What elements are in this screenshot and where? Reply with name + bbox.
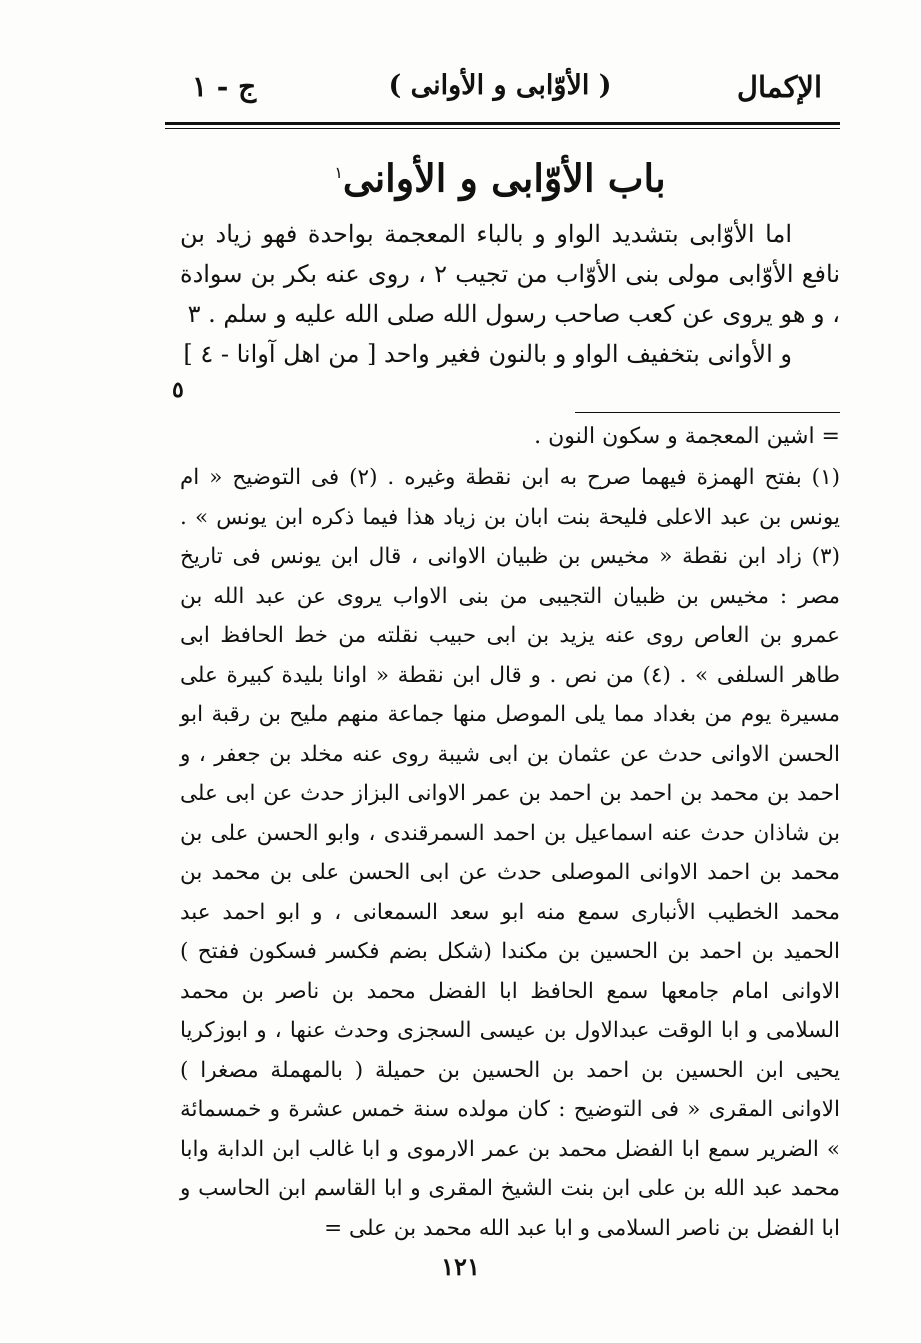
footnotes [180,458,840,1248]
main-paragraph-2: و الأوانى بتخفيف الواو و بالنون فغير واحد [ من اهل آوانا - ٤ ] [183,340,792,368]
page-number: ١٢١ [441,1252,480,1281]
header-rule-thick [165,122,840,125]
chapter-title [160,143,840,209]
chapter-title-text: باب الأوّابى و الأوانى [342,155,666,201]
header-chapter-title: ( الأوّابى و الأوانى ) [388,70,612,101]
header-volume: ج - ١ [192,70,257,103]
header-rule-thin [165,128,840,129]
header-book-title: الإكمال [736,70,822,104]
main-paragraph-1: اما الأوّابى بتشديد الواو و بالباء المعجمة بواحدة فهو زياد بن نافع الأوّابى مولى بنى الأوّاب من تجيب ٢ ، روى عنه بكر بن سوادة ، و هو يروى عن كعب صاحب رسول الله صلى الله عليه و سلم . ٣ [180,220,841,328]
line-number: ٥ [172,377,184,403]
chapter-title-footnote-mark: ١ [334,163,343,182]
running-header [160,62,840,114]
main-text [180,214,840,374]
footnotes-text: (١) بفتح الهمزة فيهما صرح به ابن نقطة وغيره . (٢) فى التوضيح « ام يونس بن عبد الاعلى فليحة بنت ابان بن زياد هذا فيما ذكره ابن يونس » . (٣) زاد ابن نقطة « مخيس بن ظبيان الاوانى ، قال ابن يونس فى تاريخ مصر : مخيس بن ظبيان التجيبى من بنى الاواب يروى عن عبد الله بن عمرو بن العاص روى عنه يزيد بن ابى حبيب نقلته من خط الحافظ ابى طاهر السلفى » . (٤) من نص . و قال ابن نقطة « اوانا بليدة كبيرة على مسيرة يوم من بغداد مما يلى الموصل منها جماعة منهم مليح بن رقبة ابو الحسن الاوانى حدث عن عثمان بن ابى شيبة روى عنه مخلد بن جعفر ، و احمد بن محمد بن احمد بن احمد بن عمر الاوانى البزاز حدث عن ابى على بن شاذان حدث عنه اسماعيل بن احمد السمرقندى ، وابو الحسن على بن محمد بن احمد الاوانى الموصلى حدث عن ابى الحسن على بن محمد بن محمد الخطيب الأنبارى سمع منه ابو سعد السمعانى ، و ابو احمد عبد الحميد بن احمد بن الحسين بن مكندا (شكل بضم فكسر فسكون ففتح ) الاوانى امام جامعها سمع الحافظ ابا الفضل محمد بن ناصر بن محمد السلامى و ابا الوقت عبدالاول بن عيسى السجزى وحدث عنها ، و ابوزكريا يحيى ابن الحسين بن احمد بن الحسين بن حميلة ( بالمهملة مصغرا ) الاوانى المقرى « فى التوضيح : كان مولده سنة خمس عشرة و خمسمائة » الضرير سمع ابا الفضل محمد بن عمر الارموى و ابا غالب ابن الدابة وابا محمد عبد الله بن على ابن بنت الشيخ المقرى و ابا القاسم ابن الحاسب و ابا الفضل بن ناصر السلامى و ابا عبد الله محمد بن على = [180,465,841,1241]
footnote-carry-over: = اشين المعجمة و سكون النون . [534,424,840,449]
footnote-separator [575,412,840,413]
